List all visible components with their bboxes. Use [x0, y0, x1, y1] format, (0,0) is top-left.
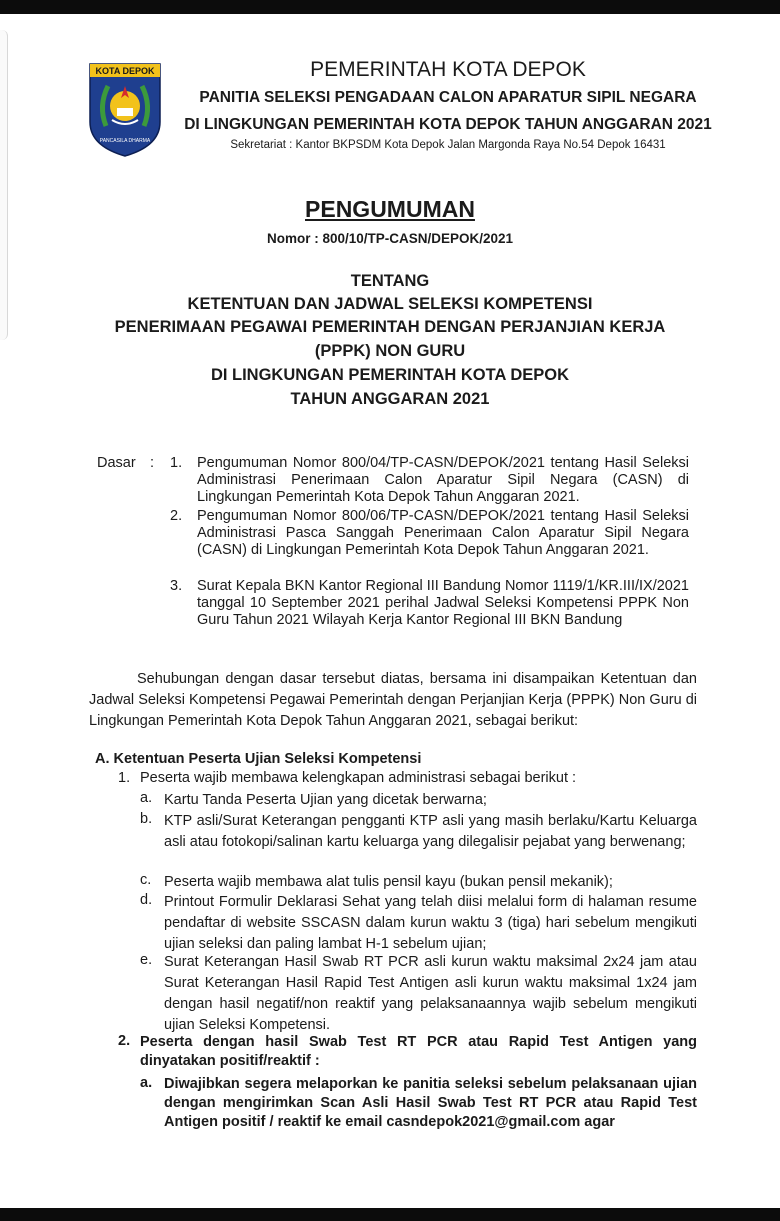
- item-1-text: Peserta wajib membawa kelengkapan administrasi sebagai berikut :: [140, 770, 577, 786]
- subitem-letter: c.: [140, 872, 152, 888]
- basis-item-number: 3.: [170, 578, 183, 594]
- logo-text: KOTA DEPOK: [95, 66, 155, 76]
- subitem-text: Peserta wajib membawa alat tulis pensil kayu (bukan pensil mekanik);: [164, 874, 613, 890]
- government-name: PEMERINTAH KOTA DEPOK: [310, 58, 586, 81]
- item-1-number: 1.: [118, 770, 131, 786]
- subitem-text: Surat Keterangan Hasil Swab RT PCR asli kurun waktu maksimal 2x24 jam atau Surat Keterangan Hasil Rapid Test Antigen asli kurun waktu maksimal 1x24 jam dengan hasil negatif/non reaktif yang pelaksanaannya wajib sebelum mengikuti ujian Seleksi Kompetensi.: [164, 954, 697, 1033]
- secretariat-address: Sekretariat : Kantor BKPSDM Kota Depok Jalan Margonda Raya No.54 Depok 16431: [230, 139, 666, 151]
- subitem-letter: a.: [140, 1075, 153, 1091]
- item-2-text: Peserta dengan hasil Swab Test RT PCR atau Rapid Test Antigen yang dinyatakan positif/reaktif :: [140, 1034, 697, 1069]
- side-panel-handle[interactable]: [0, 30, 8, 340]
- intro-paragraph: Sehubungan dengan dasar tersebut diatas, bersama ini disampaikan Ketentuan dan Jadwal Seleksi Kompetensi Pegawai Pemerintah dengan Perjanjian Kerja (PPPK) Non Guru di Lingkungan Pemerintah Kota Depok Tahun Anggaran 2021, sebagai berikut:: [89, 671, 697, 729]
- basis-item-text: Surat Kepala BKN Kantor Regional III Bandung Nomor 1119/1/KR.III/IX/2021 tanggal 10 September 2021 perihal Jadwal Seleksi Kompetensi PPPK Non Guru Tahun 2021 Wilayah Kerja Kantor Regional III BKN Bandung: [197, 578, 689, 628]
- logo-motto: PANCASILA DHARMA: [99, 138, 151, 144]
- committee-scope: DI LINGKUNGAN PEMERINTAH KOTA DEPOK TAHUN ANGGARAN 2021: [184, 116, 712, 133]
- subitem-text: KTP asli/Surat Keterangan pengganti KTP asli yang masih berlaku/Kartu Keluarga asli atau fotokopi/salinan kartu keluarga yang dilegalisir pejabat yang berwenang;: [164, 813, 697, 850]
- subject-line: TAHUN ANGGARAN 2021: [290, 390, 490, 408]
- basis-item-number: 1.: [170, 455, 183, 471]
- committee-name: PANITIA SELEKSI PENGADAAN CALON APARATUR SIPIL NEGARA: [199, 89, 697, 106]
- subitem-letter: e.: [140, 952, 153, 968]
- subitem-text: Kartu Tanda Peserta Ujian yang dicetak berwarna;: [164, 792, 487, 808]
- subitem-text: Printout Formulir Deklarasi Sehat yang telah diisi melalui form di halaman resume pendaftar di website SSCASN dalam kurun waktu 3 (tiga) hari sebelum mengikuti ujian seleksi dan paling lambat H-1 sebelum ujian;: [164, 894, 697, 952]
- basis-item-text: Pengumuman Nomor 800/06/TP-CASN/DEPOK/2021 tentang Hasil Seleksi Administrasi Pasca Sanggah Penerimaan Calon Aparatur Sipil Negara (CASN) di Lingkungan Pemerintah Kota Depok Tahun Anggaran 2021.: [197, 508, 689, 558]
- subitem-letter: a.: [140, 790, 153, 806]
- phone-status-bar: [0, 0, 780, 14]
- subject-line: KETENTUAN DAN JADWAL SELEKSI KOMPETENSI: [187, 295, 593, 313]
- phone-navigation-bar: [0, 1208, 780, 1221]
- basis-item-number: 2.: [170, 508, 183, 524]
- subject-line: TENTANG: [350, 272, 430, 290]
- subject-line: (PPPK) NON GURU: [314, 342, 466, 360]
- subitem-text: Diwajibkan segera melaporkan ke panitia seleksi sebelum pelaksanaan ujian dengan mengirimkan Scan Asli Hasil Swab Test RT PCR atau Rapid Test Antigen positif / reaktif ke email casndepok2021@gmail.com agar: [164, 1076, 697, 1130]
- item-2-number: 2.: [118, 1033, 131, 1049]
- subitem-letter: b.: [140, 811, 153, 827]
- document-number: Nomor : 800/10/TP-CASN/DEPOK/2021: [266, 231, 514, 246]
- subject-line: PENERIMAAN PEGAWAI PEMERINTAH DENGAN PERJANJIAN KERJA: [114, 318, 666, 336]
- kota-depok-emblem: [88, 62, 162, 158]
- subject-line: DI LINGKUNGAN PEMERINTAH KOTA DEPOK: [210, 366, 570, 384]
- document-title: PENGUMUMAN: [305, 196, 475, 222]
- basis-item-text: Pengumuman Nomor 800/04/TP-CASN/DEPOK/2021 tentang Hasil Seleksi Administrasi Penerimaan Calon Aparatur Sipil Negara (CASN) di Lingkungan Pemerintah Kota Depok Tahun Anggaran 2021.: [197, 455, 689, 505]
- subitem-letter: d.: [140, 892, 153, 908]
- section-a-heading: A. Ketentuan Peserta Ujian Seleksi Kompetensi: [95, 751, 422, 767]
- basis-colon: :: [150, 455, 155, 471]
- basis-label: Dasar: [97, 455, 136, 471]
